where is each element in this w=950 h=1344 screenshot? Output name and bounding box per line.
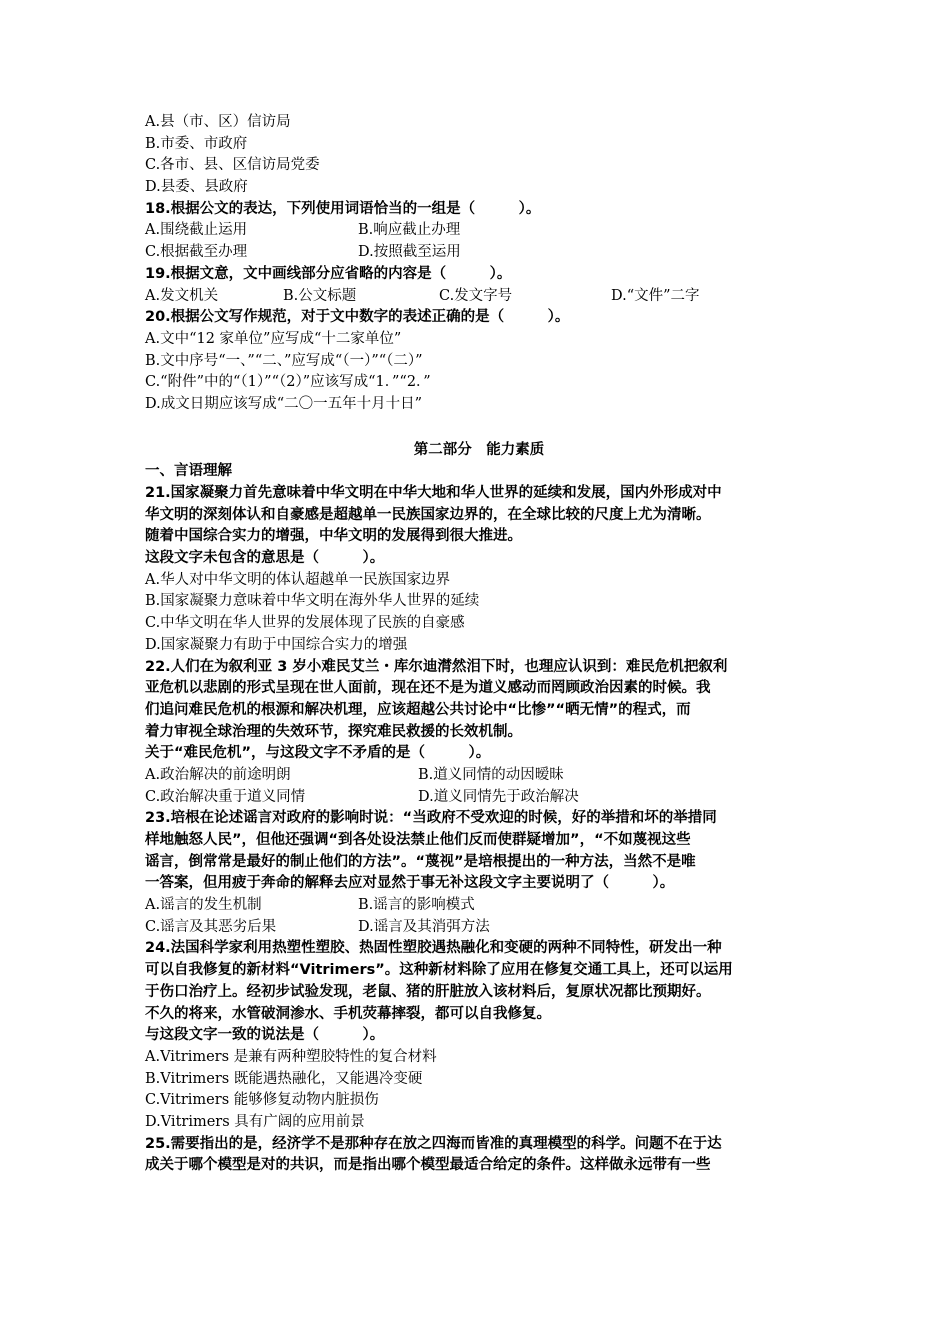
q18-option-d: D.按照截至运用 xyxy=(358,244,461,261)
q19-option-a: A.发文机关 xyxy=(145,287,219,304)
q23-options-row-1 xyxy=(145,895,813,917)
q24-ask: 与这段文字一致的说法是（ ）。 xyxy=(145,1027,385,1044)
q18-option-b: B.响应截止办理 xyxy=(358,222,461,239)
q22-stem-line: 22.人们在为叙利亚 3 岁小难民艾兰・库尔迪潸然泪下时，也理应认识到：难民危机把叙利 xyxy=(145,658,728,675)
q23-stem-line: 样地触怒人民”，但他还强调“到各处设法禁止他们反而使群疑增加”，“不如蔑视这些 xyxy=(145,832,691,848)
q21-stem-line: 华文明的深刻体认和自豪感是超越单一民族国家边界的，在全球比较的尺度上尤为清晰。 xyxy=(145,506,711,523)
q25-stem-line: 25.需要指出的是，经济学不是那种存在放之四海而皆准的真理模型的科学。问题不在于达 xyxy=(145,1135,722,1152)
q20-option-c: C.“附件”中的“（1）”“（2）”应该写成“1．”“2．” xyxy=(145,374,431,391)
q19-option-c: C.发文字号 xyxy=(439,287,513,304)
q24-option-d: D.Vitrimers 具有广阔的应用前景 xyxy=(145,1113,365,1130)
q17-option-c: C.各市、县、区信访局党委 xyxy=(145,157,320,174)
q23-stem-line: 谣言，倒常常是最好的制止他们的方法”。“蔑视”是培根提出的一种方法，当然不是唯 xyxy=(145,853,696,870)
q18-option-c: C.根据截至办理 xyxy=(145,244,248,261)
q18-options-row-2 xyxy=(145,242,813,264)
q20-option-d: D.成文日期应该写成“二〇一五年十月十日” xyxy=(145,395,423,412)
q17-option-b: B.市委、市政府 xyxy=(145,135,248,152)
q19-options-row xyxy=(145,286,813,308)
q24-option-a: A.Vitrimers 是兼有两种塑胶特性的复合材料 xyxy=(145,1048,437,1065)
q24-stem-line: 可以自我修复的新材料“Vitrimers”。这种新材料除了应用在修复交通工具上，还可以运用 xyxy=(145,962,733,979)
q22-option-c: C.政治解决重于道义同情 xyxy=(145,788,306,805)
q17-option-d: D.县委、县政府 xyxy=(145,179,248,196)
q20-option-b: B.文中序号“一、”“二、”应写成“（一）”“（二）” xyxy=(145,352,423,369)
q25-stem-line: 成关于哪个模型是对的共识，而是指出哪个模型最适合给定的条件。这样做永远带有一些 xyxy=(145,1157,711,1174)
q17-option-a: A.县（市、区）信访局 xyxy=(145,114,291,130)
q21-stem-line: 随着中国综合实力的增强，中华文明的发展得到很大推进。 xyxy=(145,528,522,545)
q24-stem-line: 不久的将来，水管破洞渗水、手机荧幕摔裂，都可以自我修复。 xyxy=(145,1005,551,1022)
q23-options-row-2 xyxy=(145,917,813,939)
q24-stem-line: 24.法国科学家利用热塑性塑胶、热固性塑胶遇热融化和变硬的两种不同特性，研发出一种 xyxy=(145,940,722,957)
q23-option-c: C.谣言及其恶劣后果 xyxy=(145,918,277,935)
q21-option-b: B.国家凝聚力意味着中华文明在海外华人世界的延续 xyxy=(145,593,480,610)
q24-option-c: C.Vitrimers 能够修复动物内脏损伤 xyxy=(145,1092,379,1109)
document-page xyxy=(145,112,813,1177)
q22-options-row-2 xyxy=(145,787,813,809)
q23-option-d: D.谣言及其消弭方法 xyxy=(358,918,490,935)
q21-ask: 这段文字未包含的意思是（ ）。 xyxy=(145,550,385,567)
q19-option-b: B.公文标题 xyxy=(283,287,357,304)
q21-option-a: A.华人对中华文明的体认超越单一民族国家边界 xyxy=(145,571,451,588)
q22-stem-line: 亚危机以悲剧的形式呈现在世人面前，现在还不是为道义感动而罔顾政治因素的时候。我 xyxy=(145,680,711,697)
q23-stem-line: 23.培根在论述谣言对政府的影响时说：“当政府不受欢迎的时候，好的举措和坏的举措同 xyxy=(145,810,717,827)
q21-option-d: D.国家凝聚力有助于中国综合实力的增强 xyxy=(145,636,408,653)
q22-option-a: A.政治解决的前途明朗 xyxy=(145,766,291,783)
q18-stem: 18.根据公文的表达，下列使用词语恰当的一组是（ ）。 xyxy=(145,200,541,217)
q22-option-d: D.道义同情先于政治解决 xyxy=(418,788,579,805)
q19-option-d: D.“文件”二字 xyxy=(611,287,700,304)
part-two-title: 第二部分 能力素质 xyxy=(413,441,545,458)
q21-option-c: C.中华文明在华人世界的发展体现了民族的自豪感 xyxy=(145,615,465,632)
q22-stem-line: 着力审视全球治理的失效环节，探究难民救援的长效机制。 xyxy=(145,723,522,740)
q24-stem-line: 于伤口治疗上。经初步试验发现，老鼠、猪的肝脏放入该材料后，复原状况都比预期好。 xyxy=(145,983,711,1000)
q20-stem: 20.根据公文写作规范，对于文中数字的表述正确的是（ ）。 xyxy=(145,309,570,326)
q19-stem: 19.根据文意，文中画线部分应省略的内容是（ ）。 xyxy=(145,265,512,282)
q18-option-a: A.围绕截止运用 xyxy=(145,222,248,239)
section-heading: 一、言语理解 xyxy=(145,463,232,480)
q22-ask: 关于“难民危机”，与这段文字不矛盾的是（ ）。 xyxy=(145,745,491,762)
q20-option-a: A.文中“12 家单位”应写成“十二家单位” xyxy=(145,330,402,347)
q22-stem-line: 们追问难民危机的根源和解决机理，应该超越公共讨论中“比惨”“晒无情”的程式，而 xyxy=(145,701,691,718)
q21-stem-line: 21.国家凝聚力首先意味着中华文明在中华大地和华人世界的延续和发展，国内外形成对中 xyxy=(145,485,722,501)
q23-option-b: B.谣言的影响模式 xyxy=(358,897,475,914)
q22-options-row-1 xyxy=(145,765,813,787)
q23-option-a: A.谣言的发生机制 xyxy=(145,897,262,914)
q22-option-b: B.道义同情的动因暧昧 xyxy=(418,766,564,783)
q23-stem-line: 一答案，但用疲于奔命的解释去应对显然于事无补这段文字主要说明了（ ）。 xyxy=(145,875,675,892)
q18-options-row-1 xyxy=(145,220,813,242)
q24-option-b: B.Vitrimers 既能遇热融化，又能遇冷变硬 xyxy=(145,1070,423,1087)
